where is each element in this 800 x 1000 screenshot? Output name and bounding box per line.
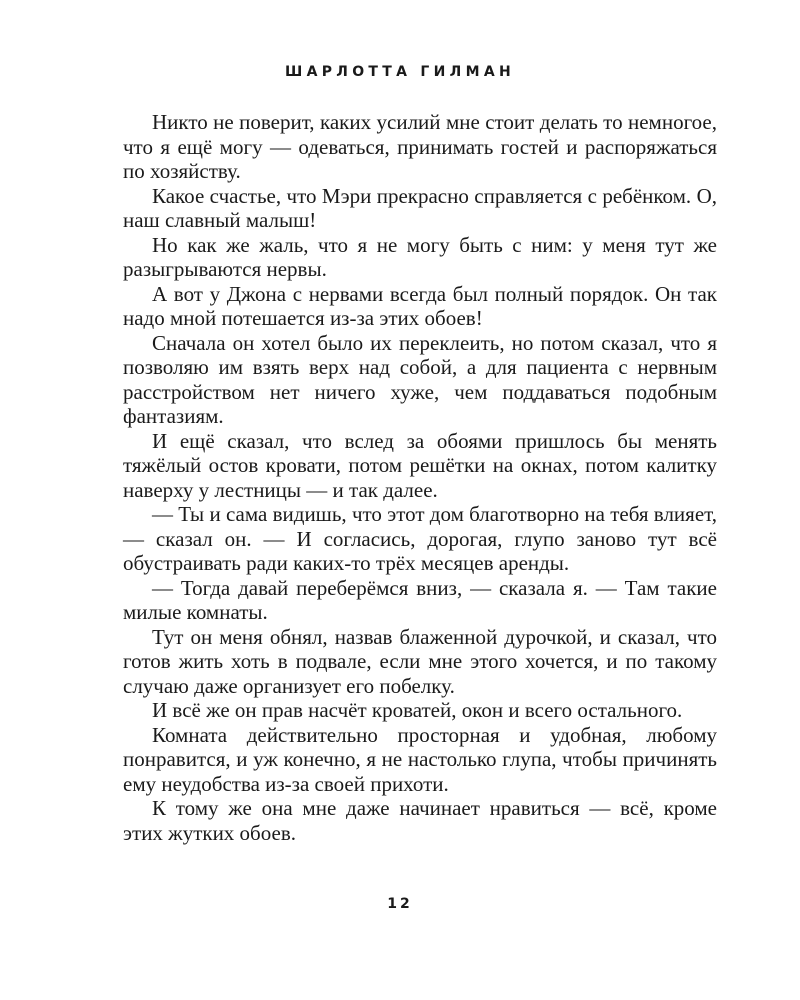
paragraph: Никто не поверит, каких усилий мне стоит делать то немногое, что я ещё могу — одеваться, принимать гостей и распоряжаться по хозяйству. [123,110,717,183]
paragraph: Комната действительно просторная и удобная, любому понравится, и уж конечно, я не настолько глупа, чтобы причинять ему неудобства из-за своей прихоти. [123,722,717,796]
paragraph: Но как же жаль, что я не могу быть с ним: у меня тут же разыгрываются нервы. [123,232,717,281]
paragraph: — Тогда давай переберёмся вниз, — сказала я. — Там такие милые комнаты. [123,575,717,624]
paragraph: — Ты и сама видишь, что этот дом благотворно на тебя влияет, — сказал он. — И согласись, дорогая, глупо заново тут всё обустраивать ради каких-то трёх месяцев аренды. [123,502,717,575]
paragraph: А вот у Джона с нервами всегда был полный порядок. Он так надо мной потешается из-за этих обоев! [123,281,717,330]
paragraph: Тут он меня обнял, назвав блаженной дурочкой, и сказал, что готов жить хоть в подвале, если мне этого хочется, и по такому случаю даже организует его побелку. [123,624,717,698]
paragraph: Какое счастье, что Мэри прекрасно справляется с ребёнком. О, наш славный малыш! [123,183,717,232]
paragraph: К тому же она мне даже начинает нравиться — всё, кроме этих жутких обоев. [123,796,717,845]
paragraph: И всё же он прав насчёт кроватей, окон и всего остального. [152,698,683,722]
page-number: 12 [387,896,413,912]
running-head-author: ШАРЛОТТА ГИЛМАН [285,64,515,80]
body-text [123,110,717,845]
paragraph: Сначала он хотел было их переклеить, но потом сказал, что я позволяю им взять верх над собой, а для пациента с нервным расстройством нет ничего хуже, чем поддаваться подобным фантазиям. [123,330,717,428]
paragraph: И ещё сказал, что вслед за обоями пришлось бы менять тяжёлый остов кровати, потом решётки на окнах, потом калитку наверху у лестницы — и так далее. [123,428,717,502]
